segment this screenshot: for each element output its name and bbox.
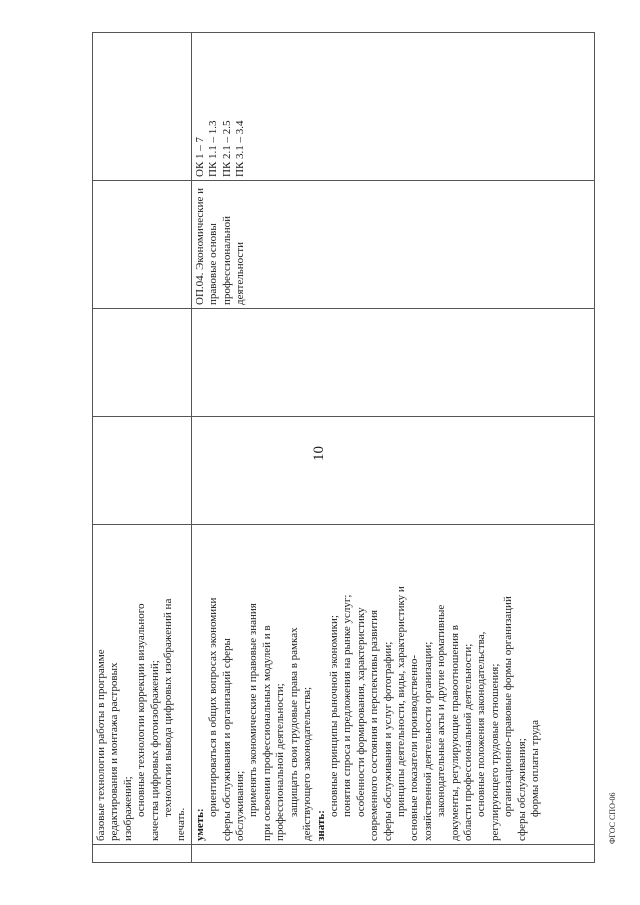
content-line: ориентироваться в общих вопросах экономики [207,597,220,817]
content-line: качества цифровых фотоизображений; [148,660,161,841]
table-row [191,33,594,863]
cell-hours-max [93,417,192,525]
content-line: профессиональной деятельности; [274,683,287,841]
competency-code: ОК 1 – 7 [193,136,206,177]
competency-code: ПК 3.1 – 3.4 [234,120,247,177]
content-line: области профессиональной деятельности; [461,643,474,841]
content-line: формы оплаты труда [529,719,541,817]
cell-content-lines [95,528,189,841]
content-line: понятия спроса и предложения на рынке услуг; [341,594,354,817]
content-line: хозяйственной деятельности организации; [421,641,434,841]
content-line: базовые технологии работы в программе [95,649,107,841]
competency-code: ПК 1.1 – 1.3 [207,120,220,177]
content-line: действующего законодательства; [301,686,314,841]
content-line: документы, регулирующие правоотношения в [448,625,461,841]
content-line: основные положения законодательства, [475,631,488,817]
competency-code: ПК 2.1 – 2.5 [220,120,233,177]
cell-content [93,525,192,845]
cell-hours-class [191,309,594,417]
content-line: современного состояния и перспективы развития [368,609,381,841]
content-line: сферы обслуживания; [515,738,528,841]
footer-standard-code: ФГОС СПО-06 [608,792,617,844]
content-line: сферы обслуживания и услуг фотографии; [381,641,394,841]
table-row [93,33,192,863]
content-line: основные показатели производственно- [408,654,421,841]
content-line: технологии вывода цифровых изображений на [162,598,175,817]
content-line: редактирования и монтажа растровых [108,662,121,841]
cell-competencies [191,33,594,181]
cell-index [191,845,594,863]
content-line: основные принципы рыночной экономики; [327,615,340,817]
content-line: принципы деятельности, виды, характеристику и [394,586,407,817]
competency-table-sheet [92,33,582,863]
cell-competencies [93,33,192,181]
cell-discipline [93,181,192,309]
content-line: регулирующего трудовые отношения; [488,663,501,841]
section-heading: знать: [314,810,327,841]
cell-content-lines [194,528,543,841]
page-number: 10 [311,446,327,461]
content-line: организационно-правовые формы организаций [502,596,515,817]
content-line: основные технологии коррекции визуального [135,603,148,817]
cell-hours-max [191,417,594,525]
cell-index [93,845,192,863]
content-line: особенности формирования, характеристику [354,607,367,817]
content-line: обслуживания; [234,770,247,841]
content-line: законодательные акты и другие нормативные [435,604,448,817]
cell-discipline: ОП.04. Экономические и правовые основы профессиональной деятельности [191,181,594,309]
section-heading: уметь: [193,808,206,841]
cell-hours-class [93,309,192,417]
content-line: при освоении профессиональных модулей и в [260,625,273,841]
competency-table [92,32,595,863]
content-line: защищать свои трудовые права в рамках [287,627,300,817]
content-line: применять экономические и правовые знания [247,603,260,817]
content-line: изображений; [121,776,134,841]
content-line: сферы обслуживания и организаций сферы [220,638,233,841]
content-line: печать. [175,807,188,841]
cell-content [191,525,594,845]
